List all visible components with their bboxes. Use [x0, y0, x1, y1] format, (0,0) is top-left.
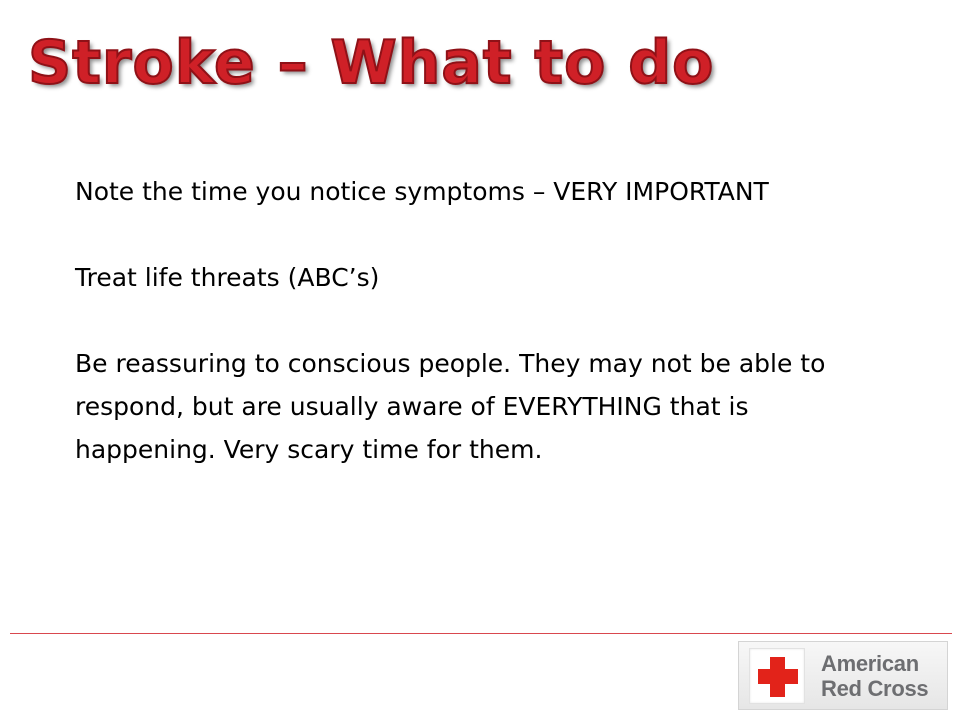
slide-title: Stroke – What to do — [28, 28, 715, 98]
footer-divider — [10, 633, 952, 634]
slide-body — [75, 170, 895, 471]
paragraph-note-time: Note the time you notice symptoms – VERY IMPORTANT — [75, 177, 769, 206]
red-cross-icon — [749, 648, 805, 704]
paragraph-be-reassuring: Be reassuring to conscious people. They may not be able to respond, but are usually aware of EVERYTHING that is happening. Very scary time for them. — [75, 349, 826, 464]
logo-line-american: American — [821, 651, 919, 676]
paragraph-treat-threats: Treat life threats (ABC’s) — [75, 263, 380, 292]
logo-line-red-cross: Red Cross — [821, 676, 929, 701]
logo-wordmark — [821, 651, 928, 701]
american-red-cross-logo — [738, 641, 948, 710]
